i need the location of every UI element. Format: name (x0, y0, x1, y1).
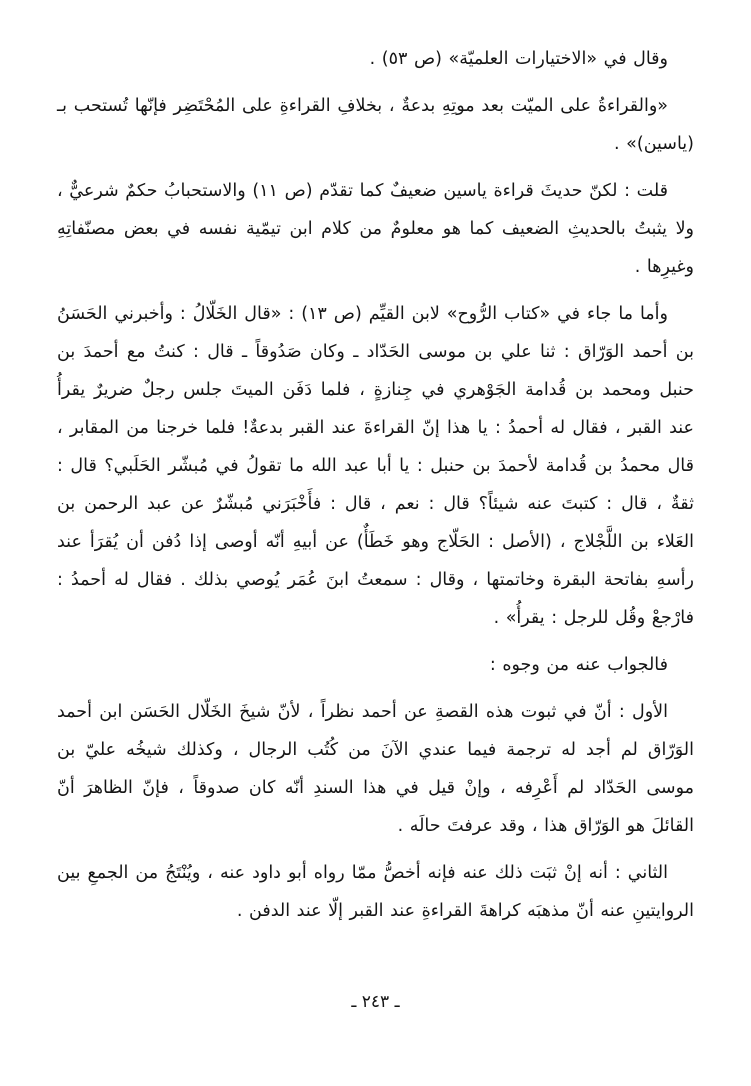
paragraph-answer-intro: فالجواب عنه من وجوه : (489, 655, 668, 675)
paragraph-heading-quote-source: وقال في «الاختيارات العلميّة» (ص ٥٣) . (369, 49, 668, 69)
paragraph-kitab-alruh-citation: وأما ما جاء في «كتاب الرُّوح» لابن القيِّم (ص ١٣) : «قال الخَلّالُ : وأخبرني الحَسَنُ بن أحمد الوَرّاق : ثنا علي بن موسى الحَدّاد ـ وكان صَدُوقاً ـ قال : كنتُ مع أحمدَ بن حنبل ومحمد بن قُدامة الجَوْهري في جِنازةٍ ، فلما دَفَن الميتَ جلس رجلٌ ضريرٌ يقرأُ عند القبر ، فقال له أحمدُ : يا هذا إنّ القراءةَ عند القبر بدعةٌ! فلما خرجنا من المقابر ، قال محمدُ بن قُدامة لأحمدَ بن حنبل : يا أبا عبد الله ما تقولُ في مُبشّر الحَلَبي؟ قال : ثقةٌ ، قال : كتبتَ عنه شيئاً؟ قال : نعم ، قال : فأَخْبَرَني مُبشّرٌ عن عبد الرحمن بن العَلاء بن اللَّجْلاج ، (الأصل : الحَلّاج وهو خَطَأٌ) عن أبيهِ أنّه أوصى إذا دُفن أن يُقرَأ عند رأسهِ بفاتحة البقرة وخاتمتها ، وقال : سمعتُ ابنَ عُمَر يُوصي بذلك . فقال له أحمدُ : فارْجعْ وقُل للرجل : يقرأُ» . (57, 304, 694, 628)
paragraph-author-comment: قلت : لكنّ حديثَ قراءة ياسين ضعيفٌ كما تقدّم (ص ١١) والاستحبابُ حكمٌ شرعيٌّ ، ولا يثبتُ بالحديثِ الضعيف كما هو معلومٌ من كلام ابن تيمّية نفسه في بعض مصنّفاتِهِ وغيرِها . (57, 181, 694, 277)
page-body (57, 40, 694, 939)
paragraph-second-point: الثاني : أنه إنْ ثبَت ذلك عنه فإنه أخصُّ ممّا رواه أبو داود عنه ، ويُنْتَجُ من الجمعِ بين الروايتينِ عنه أنّ مذهبَه كراهةَ القراءةِ عند القبر إلّا عند الدفن . (57, 863, 694, 921)
page-number: ـ ٢٤٣ ـ (351, 992, 400, 1012)
paragraph-quotation: «والقراءةُ على الميّت بعد موتِهِ بدعةٌ ، بخلافِ القراءةِ على المُحْتَضِر فإنّها تُستحب بـ (ياسين)» . (57, 96, 694, 154)
paragraph-first-point: الأول : أنّ في ثبوت هذه القصةِ عن أحمد نظراً ، لأنّ شيخَ الخَلّال الحَسَن ابن أحمد الوَرّاق لم أجد له ترجمة فيما عندي الآنَ من كُتُب الرجال ، وكذلك شيخُه عليّ بن موسى الحَدّاد لم أَعْرِفه ، وإنْ قيل في هذا السندِ أنّه كان صدوقاً ، فإنّ الظاهرَ أنّ القائلَ هو الوَرّاق هذا ، وقد عرفتَ حالَه . (57, 702, 694, 836)
